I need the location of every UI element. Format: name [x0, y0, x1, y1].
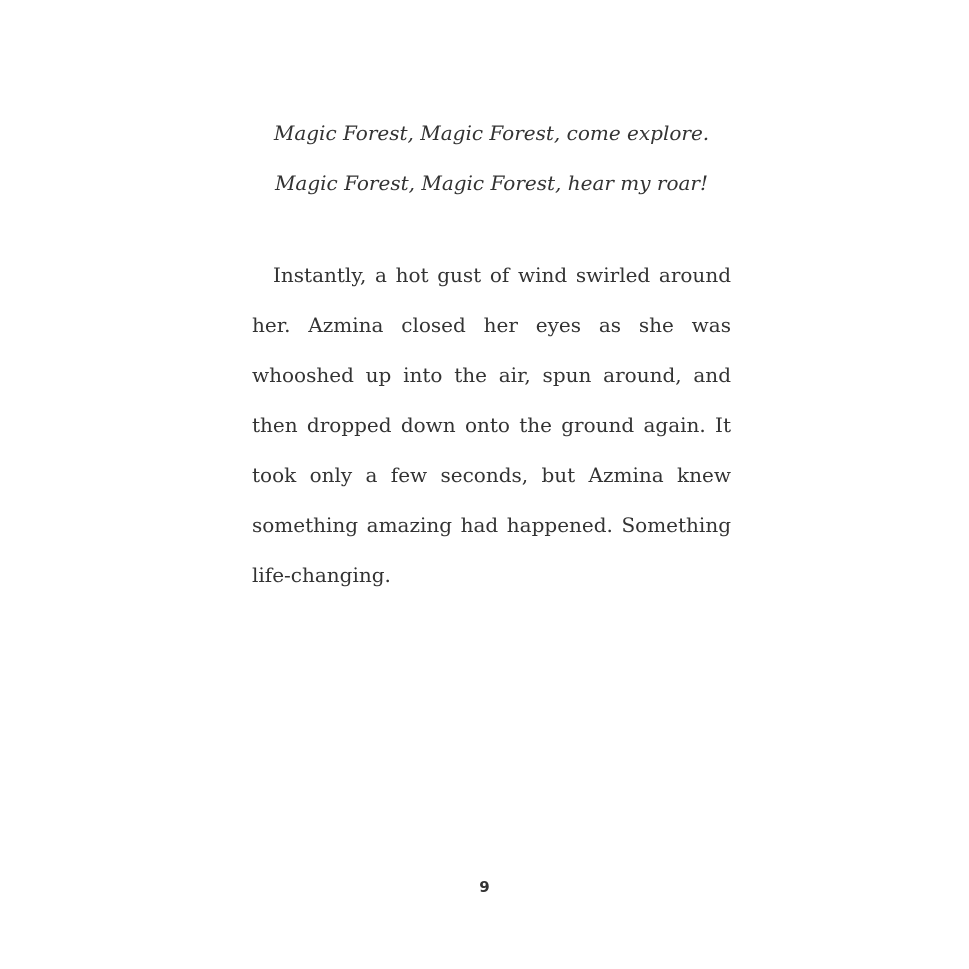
chant-verse — [252, 108, 731, 208]
page-number: 9 — [479, 878, 490, 896]
verse-line: Magic Forest, Magic Forest, hear my roar! — [274, 171, 709, 195]
story-paragraph: Instantly, a hot gust of wind swirled around her. Azmina closed her eyes as she was whooshed up into the air, spun around, and then dropped down onto the ground again. It took only a few seconds, but Azmina knew something amazing had happened. Something life-changing. — [252, 263, 731, 587]
verse-line: Magic Forest, Magic Forest, come explore. — [273, 121, 710, 145]
